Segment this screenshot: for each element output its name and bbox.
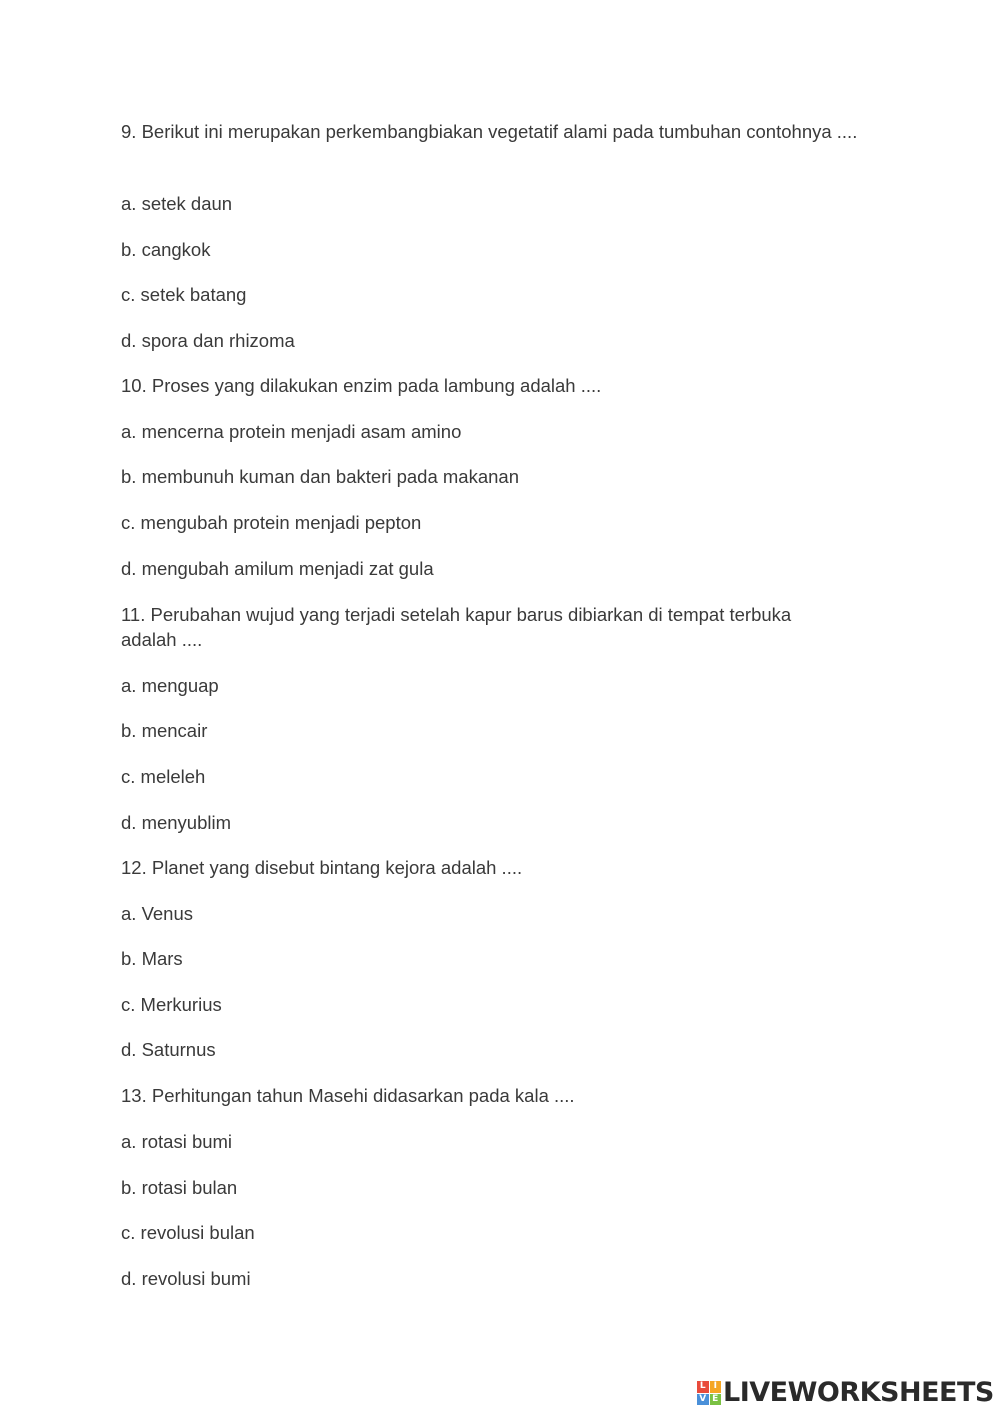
question-11-option-a: a. menguap: [121, 675, 219, 696]
logo-mark-letter: L: [697, 1381, 709, 1393]
question-9-option-b: b. cangkok: [121, 239, 211, 260]
question-10-option-d: d. mengubah amilum menjadi zat gula: [121, 558, 434, 579]
logo-mark-letter: V: [697, 1394, 709, 1406]
question-9-option-c: c. setek batang: [121, 284, 247, 305]
question-10-text: 10. Proses yang dilakukan enzim pada lambung adalah ....: [121, 375, 602, 396]
liveworksheets-logo-text: LIVEWORKSHEETS: [723, 1377, 994, 1408]
question-12-option-d: d. Saturnus: [121, 1039, 216, 1060]
liveworksheets-logo-icon: [697, 1381, 721, 1405]
question-13-option-d: d. revolusi bumi: [121, 1268, 251, 1289]
logo-mark-letter: I: [710, 1381, 722, 1393]
question-11-text: 11. Perubahan wujud yang terjadi setelah kapur barus dibiarkan di tempat terbuka adalah ....: [121, 604, 792, 650]
logo-mark-letter: E: [710, 1394, 722, 1406]
question-9-option-a: a. setek daun: [121, 193, 233, 214]
liveworksheets-logo: [697, 1378, 994, 1408]
question-12-option-b: b. Mars: [121, 948, 183, 969]
question-10-option-b: b. membunuh kuman dan bakteri pada makanan: [121, 466, 520, 487]
question-9-text: 9. Berikut ini merupakan perkembangbiakan vegetatif alami pada tumbuhan contohnya ....: [121, 121, 858, 142]
question-13-option-c: c. revolusi bulan: [121, 1222, 255, 1243]
question-10-option-c: c. mengubah protein menjadi pepton: [121, 512, 422, 533]
question-13-text: 13. Perhitungan tahun Masehi didasarkan pada kala ....: [121, 1085, 575, 1106]
question-12-text: 12. Planet yang disebut bintang kejora adalah ....: [121, 857, 523, 878]
question-12-option-a: a. Venus: [121, 903, 194, 924]
question-13-option-b: b. rotasi bulan: [121, 1177, 238, 1198]
question-9-option-d: d. spora dan rhizoma: [121, 330, 295, 351]
question-13-option-a: a. rotasi bumi: [121, 1131, 233, 1152]
question-12-option-c: c. Merkurius: [121, 994, 222, 1015]
question-11-option-c: c. meleleh: [121, 766, 206, 787]
question-11-option-b: b. mencair: [121, 720, 208, 741]
question-10-option-a: a. mencerna protein menjadi asam amino: [121, 421, 462, 442]
question-11-option-d: d. menyublim: [121, 812, 232, 833]
